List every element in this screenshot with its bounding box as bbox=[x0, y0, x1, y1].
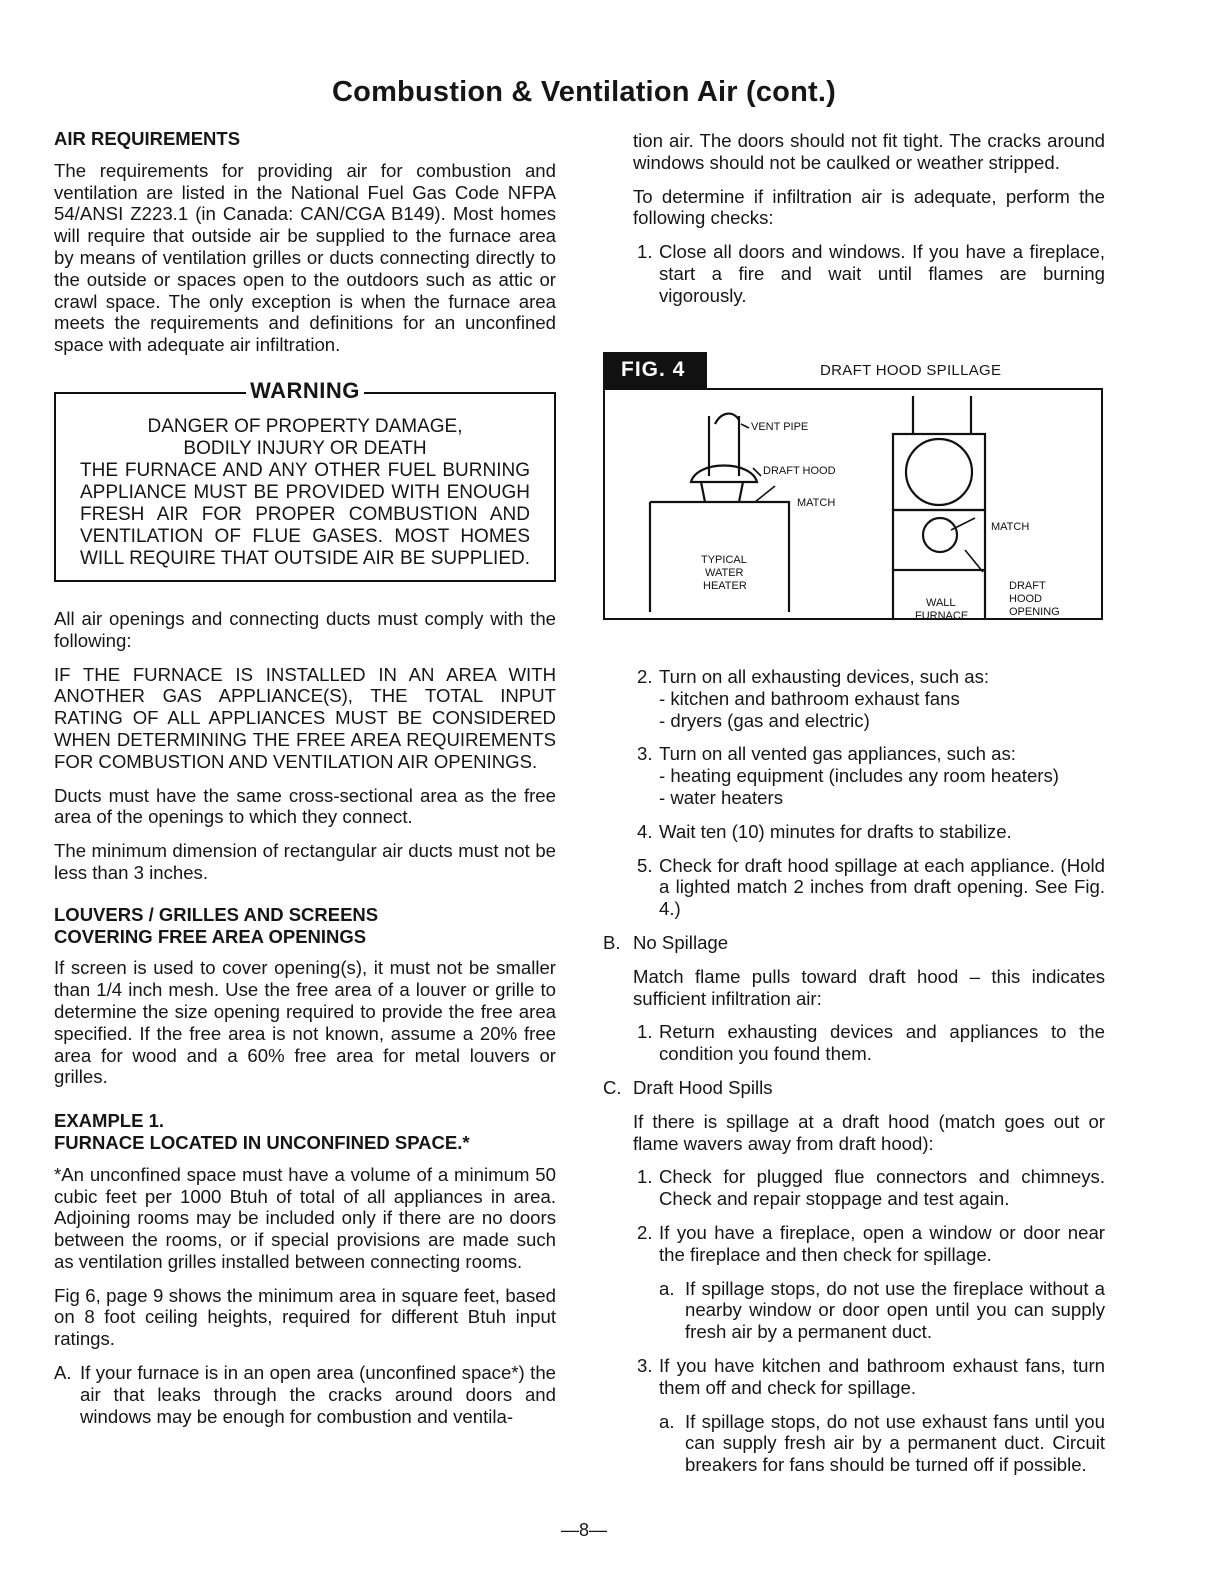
label-heater: HEATER bbox=[703, 580, 747, 592]
warning-line: BODILY INJURY OR DEATH bbox=[183, 437, 427, 459]
section-c-step-3: 3. If you have kitchen and bathroom exhaust fans, turn them off and check for spillage. bbox=[637, 1354, 1105, 1398]
ducts-text: Ducts must have the same cross-sectional area as the free area of the openings to which they connect. bbox=[54, 784, 556, 828]
figure-4 bbox=[603, 352, 1103, 618]
label-draft: DRAFT bbox=[1009, 580, 1046, 592]
step-5: 5. Check for draft hood spillage at each appliance. (Hold a lighted match 2 inches from draft opening. See Fig. 4.) bbox=[637, 854, 1105, 920]
figure-tag: FIG. 4 bbox=[603, 352, 707, 388]
continued-text: tion air. The doors should not fit tight. The cracks around windows should not be caulked or weather stripped. bbox=[633, 130, 1105, 173]
warning-title: WARNING bbox=[56, 379, 554, 405]
page-number: —8— bbox=[560, 1520, 607, 1540]
label-match-right: MATCH bbox=[991, 521, 1030, 533]
left-column bbox=[54, 128, 556, 1439]
figure-frame bbox=[603, 388, 1103, 620]
label-vent-pipe: VENT PIPE bbox=[751, 421, 809, 433]
louvers-heading: LOUVERS / GRILLES AND SCREENS COVERING FREE AREA OPENINGS bbox=[54, 903, 379, 947]
furnace-flue bbox=[913, 396, 971, 434]
warning-line: VENTILATION OF FLUE GASES. MOST HOMES bbox=[80, 525, 530, 547]
draft-hood-diagram bbox=[605, 390, 1101, 618]
section-c-step-1: 1. Check for plugged flue connectors and chimneys. Check and repair stoppage and test again. bbox=[637, 1166, 1105, 1210]
step-3-item: - heating equipment (includes any room heaters) bbox=[659, 765, 1059, 787]
section-c-step-2: 2. If you have a fireplace, open a window or door near the fireplace and then check for spillage. bbox=[637, 1221, 1105, 1265]
warning-line: WILL REQUIRE THAT OUTSIDE AIR BE SUPPLIED. bbox=[80, 547, 530, 569]
step-2-item: - kitchen and bathroom exhaust fans bbox=[659, 687, 960, 709]
step-4: 4. Wait ten (10) minutes for drafts to stabilize. bbox=[637, 820, 1012, 842]
step-3: 3. Turn on all vented gas appliances, such as: - heating equipment (includes any room heaters) - water heaters bbox=[633, 743, 1105, 808]
step-1: 1. Close all doors and windows. If you have a fireplace, start a fire and wait until flames are burning vigorously. bbox=[637, 241, 1105, 306]
example-heading: EXAMPLE 1. FURNACE LOCATED IN UNCONFINED SPACE.* bbox=[54, 1110, 470, 1153]
match-stick bbox=[755, 486, 775, 502]
item-a: A. If your furnace is in an open area (unconfined space*) the air that leaks through the cracks around doors and windows may be enough for combustion and ventila- bbox=[54, 1362, 556, 1427]
right-column-top bbox=[633, 130, 1105, 319]
label-typical: TYPICAL bbox=[701, 554, 747, 566]
draft-hood-legs bbox=[701, 482, 743, 502]
label-opening: OPENING bbox=[1009, 606, 1060, 618]
step-2-item: - dryers (gas and electric) bbox=[659, 709, 870, 731]
unconfined-space-text: *An unconfined space must have a volume of a minimum 50 cubic feet per 1000 Btuh of total of all appliances in area. Adjoining rooms may be included only if there are no doors between the rooms, or if special provisions are made such as ventilation grilles installed between connecting rooms. bbox=[54, 1163, 556, 1272]
furnace-blower-circle bbox=[906, 439, 972, 505]
min-dimension-text: The minimum dimension of rectangular air ducts must not be less than 3 inches. bbox=[54, 840, 556, 883]
label-draft-hood: DRAFT HOOD bbox=[763, 465, 836, 477]
total-input-caps-text: IF THE FURNACE IS INSTALLED IN AN AREA WITH ANOTHER GAS APPLIANCE(S), THE TOTAL INPUT RATING OF ALL APPLIANCES MUST BE CONSIDERED WHEN DETERMINING THE FREE AREA REQUIREMENTS FOR COMBUSTION AND VENTILATION AIR OPENINGS. bbox=[54, 663, 556, 772]
warning-line: DANGER OF PROPERTY DAMAGE, bbox=[147, 415, 463, 437]
vent-pipe-leader bbox=[741, 424, 749, 428]
label-wall: WALL bbox=[926, 597, 956, 609]
determine-text: To determine if infiltration air is adequate, perform the following checks: bbox=[633, 185, 1105, 229]
match-circle bbox=[923, 518, 957, 552]
figure-caption: DRAFT HOOD SPILLAGE bbox=[820, 362, 1002, 379]
label-furnace: FURNACE bbox=[915, 610, 969, 618]
section-c-step-2a: a. If spillage stops, do not use the fireplace without a nearby window or door open until you can supply fresh air by a permanent duct. bbox=[659, 1277, 1105, 1343]
step-2: 2. Turn on all exhausting devices, such as: - kitchen and bathroom exhaust fans - dryers (gas and electric) bbox=[633, 666, 1105, 731]
warning-line: APPLIANCE MUST BE PROVIDED WITH ENOUGH bbox=[80, 481, 530, 503]
right-column-bottom bbox=[603, 666, 1105, 1488]
section-b: B. No Spillage bbox=[603, 931, 729, 953]
fig6-text: Fig 6, page 9 shows the minimum area in square feet, based on 8 foot ceiling heights, required for different Btuh input ratings. bbox=[54, 1284, 556, 1350]
label-match-left: MATCH bbox=[797, 497, 836, 509]
draft-hood-shape bbox=[691, 466, 757, 483]
label-hood: HOOD bbox=[1009, 593, 1042, 605]
match-right-leader bbox=[951, 518, 975, 530]
section-c: C. Draft Hood Spills bbox=[603, 1076, 773, 1098]
warning-box bbox=[54, 377, 556, 582]
air-requirements-text: The requirements for providing air for combustion and ventilation are listed in the National Fuel Gas Code NFPA 54/ANSI Z223.1 (in Canada: CAN/CGA B149). Most homes will require that outside air be supplied to the furnace area by means of ventilation grilles or ducts connecting directly to the outside or spaces open to the outdoors such as attic or crawl space. The only exception is when the furnace area meets the requirements and definitions for an unconfined space with adequate air infiltration. bbox=[54, 159, 556, 356]
louvers-text: If screen is used to cover opening(s), it must not be smaller than 1/4 inch mesh. Use the free area of a louver or grille to determine the size opening required to provide the free area specified. If the free area is not known, assume a 20% free area for wood and a 60% free area for metal louvers or grilles. bbox=[54, 957, 556, 1088]
section-c-desc: If there is spillage at a draft hood (match goes out or flame wavers away from draft hood): bbox=[633, 1110, 1105, 1154]
vent-pipe-top bbox=[715, 414, 739, 424]
section-b-desc: Match flame pulls toward draft hood – this indicates sufficient infiltration air: bbox=[633, 965, 1105, 1009]
warning-line: THE FURNACE AND ANY OTHER FUEL BURNING bbox=[80, 459, 530, 481]
openings-text: All air openings and connecting ducts must comply with the following: bbox=[54, 607, 556, 651]
label-water: WATER bbox=[705, 567, 744, 579]
air-requirements-heading: AIR REQUIREMENTS bbox=[54, 128, 241, 149]
draft-hood-opening-leader bbox=[965, 550, 983, 572]
section-c-step-3a: a. If spillage stops, do not use exhaust fans until you can supply fresh air by a permanent duct. Circuit breakers for fans should be turned off if possible. bbox=[659, 1410, 1105, 1476]
page-title: Combustion & Ventilation Air (cont.) bbox=[332, 76, 836, 108]
section-b-step-1: 1. Return exhausting devices and appliances to the condition you found them. bbox=[637, 1021, 1105, 1065]
warning-line: FRESH AIR FOR PROPER COMBUSTION AND bbox=[80, 503, 530, 525]
step-3-item: - water heaters bbox=[659, 786, 784, 808]
